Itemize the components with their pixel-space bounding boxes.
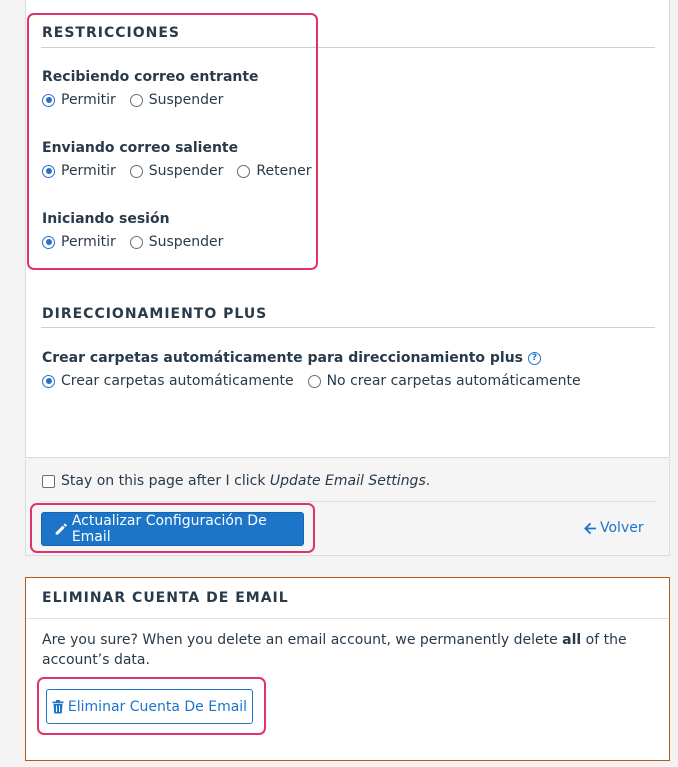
delete-button-label: Eliminar Cuenta De Email (67, 698, 248, 715)
outgoing-radio-group (42, 163, 325, 179)
restrictions-divider (41, 47, 655, 48)
restrictions-title: RESTRICCIONES (42, 25, 180, 41)
stay-end: . (425, 473, 431, 489)
plus-divider (41, 327, 655, 328)
stay-on-page-label (61, 471, 430, 491)
login-label: Iniciando sesión (42, 211, 170, 227)
stay-on-page-checkbox[interactable] (42, 475, 55, 488)
login-permitir-option[interactable] (42, 234, 116, 250)
back-link-label: Volver (600, 520, 644, 536)
option-label: Permitir (61, 234, 116, 250)
trash-icon (52, 700, 64, 714)
plus-label: Crear carpetas automáticamente para direccionamiento plus (42, 350, 524, 366)
radio-unselected[interactable] (237, 165, 250, 178)
delete-divider (26, 618, 669, 619)
delete-warning-text (42, 630, 652, 670)
plus-radio-group (42, 373, 595, 389)
update-button-label: Actualizar Configuración De Email (71, 513, 267, 545)
outgoing-permitir-option[interactable] (42, 163, 116, 179)
option-label: Permitir (61, 163, 116, 179)
plus-no-create-option[interactable] (308, 373, 581, 389)
delete-text-after: of the account’s data. (42, 632, 627, 668)
radio-unselected[interactable] (130, 165, 143, 178)
radio-unselected[interactable] (130, 236, 143, 249)
option-label: Retener (256, 163, 312, 179)
incoming-permitir-option[interactable] (42, 92, 116, 108)
stay-text: Stay on this page after I click (61, 473, 270, 489)
radio-unselected[interactable] (308, 375, 321, 388)
login-radio-group (42, 234, 237, 250)
back-link[interactable] (584, 520, 644, 536)
option-label: Suspender (148, 163, 224, 179)
outgoing-label: Enviando correo saliente (42, 140, 239, 156)
radio-selected[interactable] (42, 165, 55, 178)
arrow-left-icon (584, 522, 597, 535)
option-label: Permitir (61, 92, 116, 108)
stay-emphasis: Update Email Settings (269, 473, 426, 489)
option-label: No crear carpetas automáticamente (326, 373, 581, 389)
radio-selected[interactable] (42, 236, 55, 249)
delete-text-bold: all (562, 632, 582, 648)
incoming-label: Recibiendo correo entrante (42, 69, 259, 85)
option-label: Suspender (148, 92, 224, 108)
delete-text-before: Are you sure? When you delete an email account, we permanently delete (42, 632, 563, 648)
pencil-icon (54, 522, 68, 537)
login-suspender-option[interactable] (130, 234, 224, 250)
option-label: Suspender (148, 234, 224, 250)
plus-create-option[interactable] (42, 373, 294, 389)
radio-selected[interactable] (42, 375, 55, 388)
incoming-radio-group (42, 92, 237, 108)
question-circle-icon[interactable]: ? (528, 352, 541, 365)
option-label: Crear carpetas automáticamente (61, 373, 294, 389)
update-email-settings-button[interactable] (41, 512, 304, 546)
radio-unselected[interactable] (130, 94, 143, 107)
outgoing-retener-option[interactable] (237, 163, 311, 179)
incoming-suspender-option[interactable] (130, 92, 224, 108)
outgoing-suspender-option[interactable] (130, 163, 224, 179)
radio-selected[interactable] (42, 94, 55, 107)
footer-divider (41, 501, 657, 502)
delete-email-account-button[interactable] (46, 689, 253, 724)
plus-label-row (42, 350, 541, 366)
plus-addressing-title: DIRECCIONAMIENTO PLUS (42, 306, 268, 322)
delete-account-title: ELIMINAR CUENTA DE EMAIL (42, 590, 289, 606)
